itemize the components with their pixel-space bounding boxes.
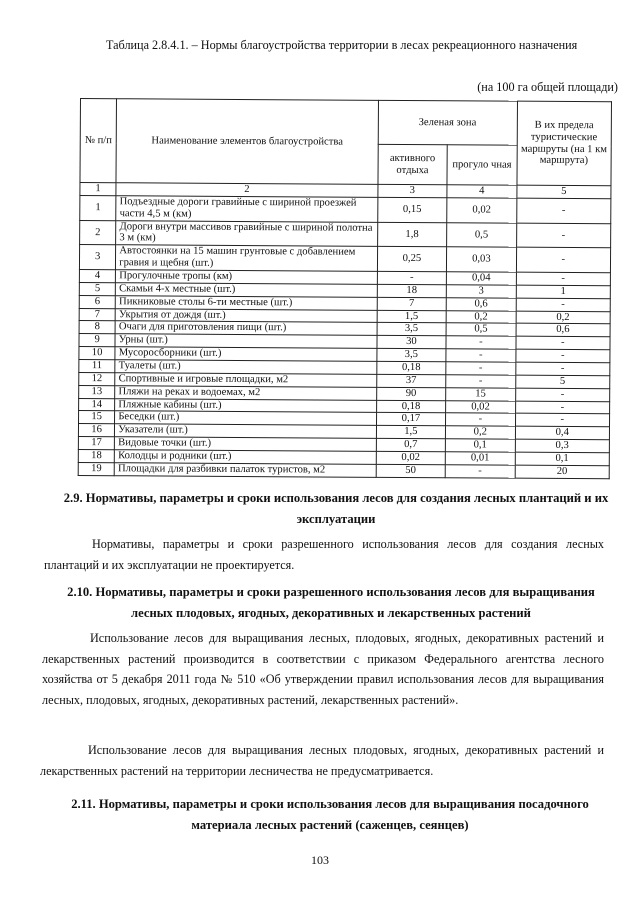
row-routes: 5: [515, 375, 609, 388]
row-routes: -: [516, 349, 610, 362]
row-walking: 15: [446, 387, 516, 400]
row-name: Пикниковые столы 6-ти местные (шт.): [116, 295, 377, 309]
row-routes: -: [516, 223, 611, 248]
row-number: 13: [79, 385, 115, 398]
row-active: 7: [377, 297, 447, 310]
row-routes: -: [516, 247, 611, 272]
row-active: 0,7: [376, 439, 446, 452]
header-num: № п/п: [80, 99, 117, 183]
row-number: 2: [80, 220, 116, 245]
row-name: Спортивные и игровые площадки, м2: [115, 373, 376, 387]
col-index: 4: [447, 185, 517, 198]
header-walking: прогуло чная: [447, 145, 517, 185]
row-active: 90: [376, 387, 446, 400]
row-walking: 0,03: [447, 247, 517, 272]
row-number: 19: [78, 462, 114, 475]
row-routes: 0,3: [515, 439, 609, 452]
section-2-11-title: 2.11. Нормативы, параметры и сроки использования лесов для выращивания посадочного материала лесных растений (саженцев, сеянцев): [71, 797, 589, 832]
row-walking: -: [446, 336, 516, 349]
row-walking: -: [445, 465, 515, 478]
header-routes: В их предела туристические маршруты (на 1 км маршрута): [517, 101, 612, 186]
row-number: 14: [79, 398, 115, 411]
section-2-10-title: 2.10. Нормативы, параметры и сроки разрешенного использования лесов для выращивания лесных плодовых, ягодных, декоративных и лекарственных растений: [67, 585, 595, 620]
row-name: Колодцы и родники (шт.): [115, 450, 376, 464]
row-active: 1,5: [377, 310, 447, 323]
section-2-10-text-1: Использование лесов для выращивания лесных, плодовых, ягодных, декоративных растений и лекарственных растений производится в соответствии с приказом Федерального агентства лесного хозяйства от 5 декабря 2011 года № 510 «Об утверждении правил использования лесов для выращивания лесных, плодовых, ягодных, декоративных растений, лекарственных растений».: [42, 631, 604, 707]
row-number: 7: [79, 308, 115, 321]
row-routes: -: [516, 272, 610, 285]
row-walking: 0,5: [446, 323, 516, 336]
col-index: 1: [80, 183, 116, 196]
row-walking: 0,02: [446, 400, 516, 413]
row-active: 0,15: [377, 197, 447, 222]
header-green-zone: Зеленая зона: [378, 100, 517, 145]
row-routes: 0,2: [516, 311, 610, 324]
row-routes: -: [515, 388, 609, 401]
row-routes: -: [515, 362, 609, 375]
row-number: 18: [78, 450, 114, 463]
row-name: Прогулочные тропы (км): [116, 270, 377, 284]
row-active: 1,5: [376, 426, 446, 439]
row-routes: -: [515, 401, 609, 414]
row-routes: -: [516, 198, 611, 223]
row-walking: -: [446, 375, 516, 388]
row-active: 0,18: [376, 400, 446, 413]
row-routes: 0,1: [515, 452, 609, 465]
row-active: 3,5: [377, 348, 447, 361]
table-row: [78, 462, 609, 478]
row-active: 0,02: [376, 451, 446, 464]
table-row: [79, 245, 610, 273]
row-name: Урны (шт.): [115, 334, 376, 348]
row-active: 0,25: [377, 247, 447, 272]
row-active: -: [377, 271, 447, 284]
section-2-10-text-2: Использование лесов для выращивания лесных плодовых, ягодных, декоративных растений и лекарственных растений на территории лесничества не предусматривается.: [40, 743, 604, 778]
col-index: 3: [378, 184, 448, 197]
row-routes: -: [516, 336, 610, 349]
row-number: 12: [79, 372, 115, 385]
row-name: Видовые точки (шт.): [115, 437, 376, 451]
row-walking: 0,6: [446, 297, 516, 310]
row-walking: -: [446, 413, 516, 426]
row-number: 15: [79, 411, 115, 424]
section-2-9-title: 2.9. Нормативы, параметры и сроки использования лесов для создания лесных плантаций и их эксплуатации: [63, 491, 609, 526]
row-name: Пляжи на реках и водоемах, м2: [115, 385, 376, 399]
row-name: Мусоросборники (шт.): [115, 347, 376, 361]
row-active: 3,5: [377, 323, 447, 336]
row-name: Беседки (шт.): [115, 411, 376, 425]
col-index: 2: [116, 183, 377, 197]
row-name: Туалеты (шт.): [115, 360, 376, 374]
row-active: 1,8: [377, 222, 447, 247]
row-number: 11: [79, 360, 115, 373]
row-name: Укрытия от дождя (шт.): [115, 308, 376, 322]
row-routes: 0,4: [515, 426, 609, 439]
row-active: 0,17: [376, 413, 446, 426]
row-name: Площадки для разбивки палаток туристов, м2: [114, 463, 375, 477]
row-walking: 0,2: [446, 310, 516, 323]
row-walking: 0,2: [446, 426, 516, 439]
row-name: Автостоянки на 15 машин грунтовые с добавлением гравия и щебня (шт.): [116, 245, 377, 271]
row-number: 1: [80, 195, 116, 220]
row-routes: -: [515, 414, 609, 427]
page-number: 103: [311, 853, 329, 867]
row-number: 16: [78, 424, 114, 437]
row-routes: 1: [516, 285, 610, 298]
row-walking: 0,1: [445, 439, 515, 452]
row-number: 4: [79, 270, 115, 283]
row-name: Подъездные дороги гравийные с шириной проезжей части 4,5 м (км): [116, 196, 377, 222]
row-name: Пляжные кабины (шт.): [115, 398, 376, 412]
row-active: 50: [376, 464, 446, 477]
row-number: 17: [78, 437, 114, 450]
row-walking: 0,04: [446, 272, 516, 285]
row-number: 10: [79, 347, 115, 360]
row-walking: -: [446, 349, 516, 362]
row-number: 9: [79, 334, 115, 347]
table-caption: Таблица 2.8.4.1. – Нормы благоустройства территории в лесах рекреационного назначения: [106, 38, 578, 52]
header-name: Наименование элементов благоустройства: [116, 99, 378, 185]
row-walking: -: [446, 362, 516, 375]
row-active: 30: [377, 336, 447, 349]
row-routes: -: [516, 298, 610, 311]
row-active: 0,18: [376, 361, 446, 374]
row-name: Очаги для приготовления пищи (шт.): [115, 321, 376, 335]
norms-table: [78, 98, 612, 479]
row-name: Указатели (шт.): [115, 424, 376, 438]
row-walking: 0,5: [447, 222, 517, 247]
col-index: 5: [517, 185, 611, 198]
row-routes: 20: [515, 465, 609, 478]
row-active: 18: [377, 284, 447, 297]
table-row: [80, 195, 611, 223]
row-walking: 3: [446, 285, 516, 298]
row-walking: 0,01: [445, 452, 515, 465]
row-number: 5: [79, 282, 115, 295]
table-subcaption: (на 100 га общей площади): [477, 80, 618, 94]
table-row: [80, 220, 611, 248]
row-routes: 0,6: [516, 324, 610, 337]
row-name: Дороги внутри массивов гравийные с шириной полотна 3 м (км): [116, 220, 377, 246]
section-2-9-text: Нормативы, параметры и сроки разрешенного использования лесов для создания лесных плантаций и их эксплуатации не проектируется.: [44, 537, 604, 572]
row-number: 8: [79, 321, 115, 334]
header-active: активного отдыха: [378, 144, 448, 184]
row-walking: 0,02: [447, 198, 517, 223]
row-number: 6: [79, 295, 115, 308]
row-number: 3: [79, 245, 115, 270]
row-name: Скамьи 4-х местные (шт.): [116, 283, 377, 297]
row-active: 37: [376, 374, 446, 387]
